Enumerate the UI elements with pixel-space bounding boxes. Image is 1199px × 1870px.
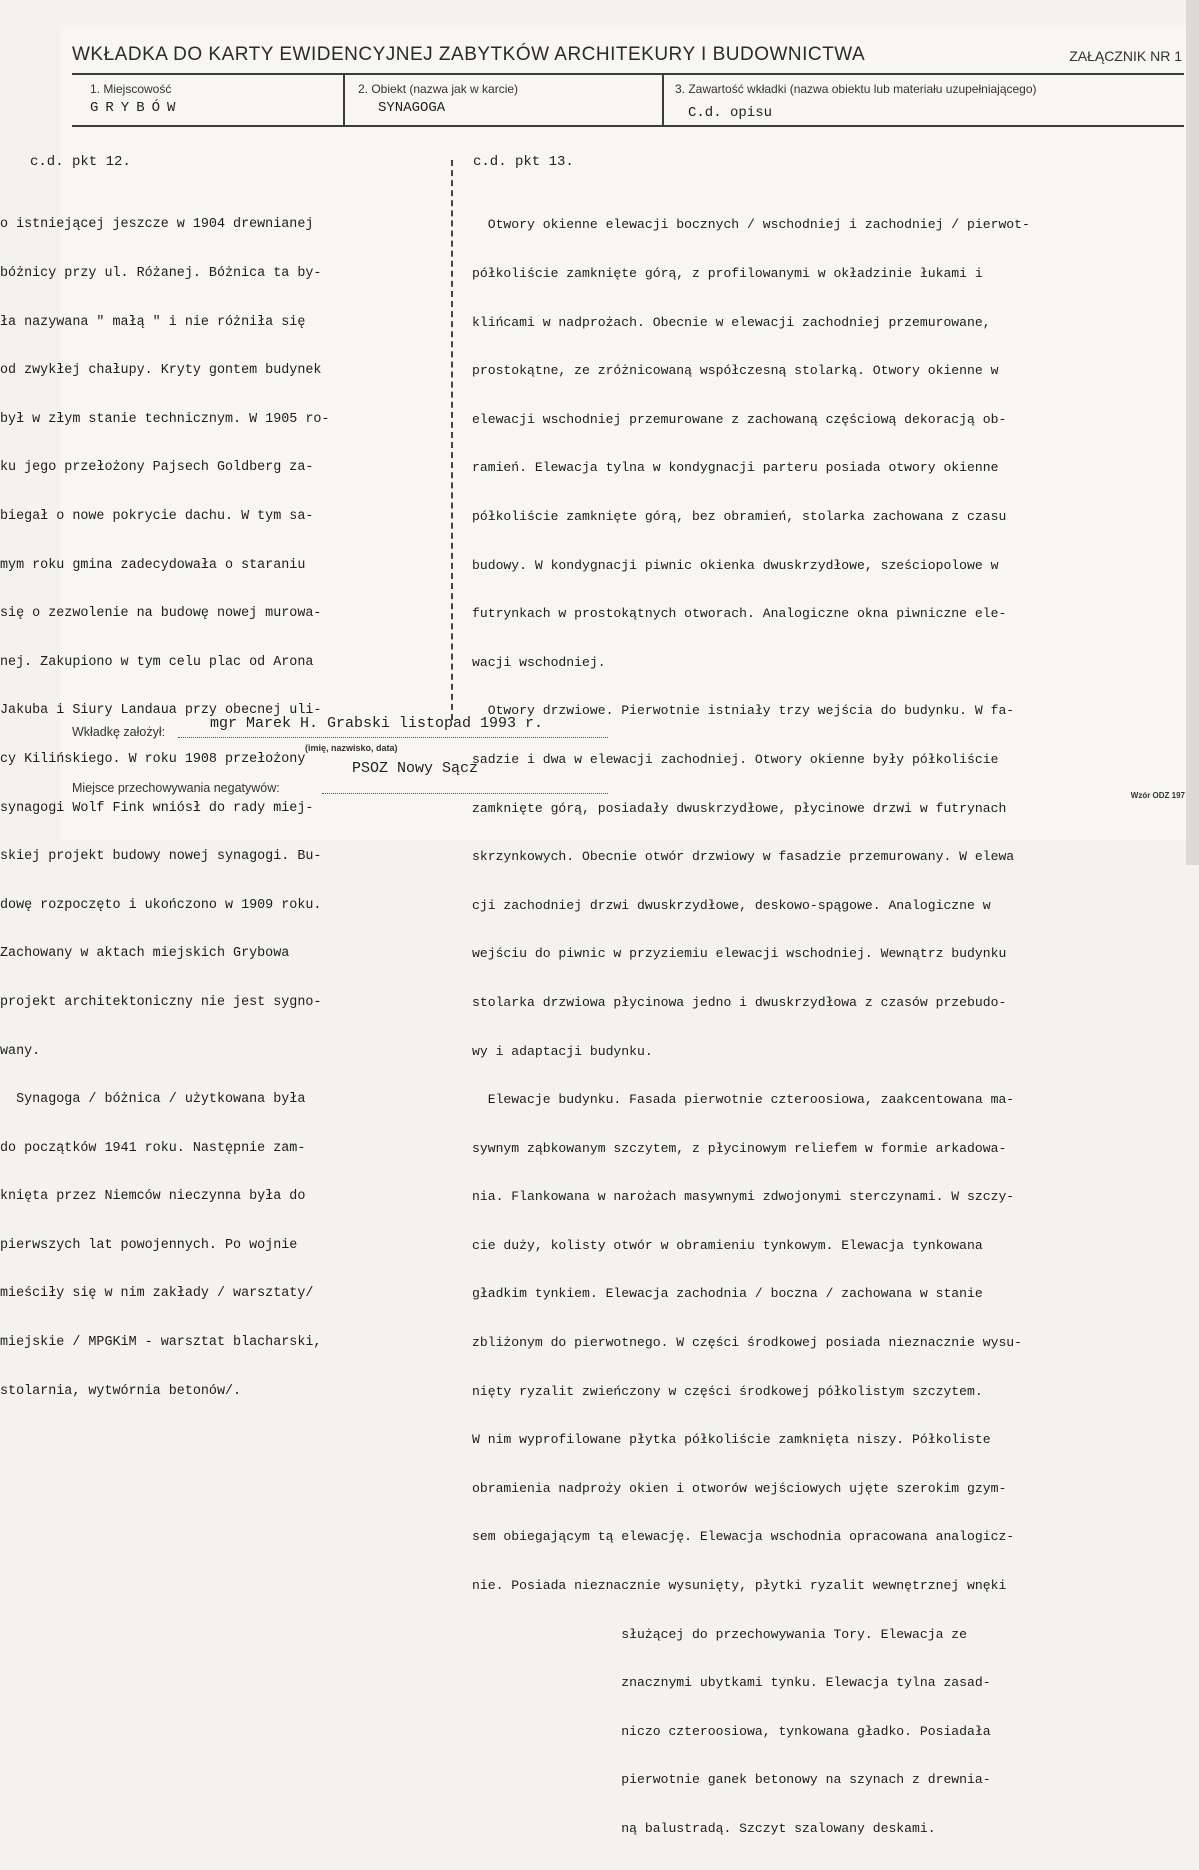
text-line: ną balustradą. Szczyt szalowany deskami. (472, 1821, 936, 1836)
text-line: dowę rozpoczęto i ukończono w 1909 roku. (0, 897, 322, 913)
scan-edge (1186, 0, 1199, 865)
text-line: półkoliście zamknięte górą, bez obramień, stolarka zachowana z czasu (472, 508, 1007, 524)
text-line: Synagoga / bóżnica / użytkowana była (0, 1092, 306, 1108)
text-line: gładkim tynkiem. Elewacja zachodnia / boczna / zachowana w stanie (472, 1286, 983, 1302)
text-line: futrynkach w prostokątnych otworach. Analogiczne okna piwniczne ele- (472, 606, 1007, 622)
text-line: zbliżonym do pierwotnego. W części środkowej posiada nieznacznie wysu- (472, 1335, 1023, 1351)
author-dotted-line (178, 737, 608, 738)
header-top-rule (72, 73, 1184, 75)
title-bar (72, 35, 1182, 70)
author-label: Wkładkę założył: (72, 725, 166, 739)
text-line: nia. Flankowana w narożach masywnymi zdwojonymi sterczynami. W szczy- (472, 1189, 1015, 1205)
text-line: knięta przez Niemców nieczynna była do (0, 1189, 306, 1205)
text-line: sadzie i dwa w elewacji zachodniej. Otwory okienne były półkoliście (472, 751, 999, 767)
right-column-heading: c.d. pkt 13. (473, 154, 574, 170)
text-line: Elewacje budynku. Fasada pierwotnie czteroosiowa, zaakcentowana ma- (472, 1092, 1015, 1108)
text-line: synagogi Wolf Fink wniósł do rady miej- (0, 800, 314, 816)
field-value-object: SYNAGOGA (378, 100, 446, 116)
text-line: klińcami w nadprożach. Obecnie w elewacji zachodniej przemurowane, (472, 314, 991, 330)
field-value-contents: C.d. opisu (688, 105, 773, 121)
text-line: nięty ryzalit zwieńczony w części środkowej półkolistym szczytem. (472, 1383, 983, 1399)
text-line: skrzynkowych. Obecnie otwór drzwiowy w fasadzie przemurowany. W elewa (472, 849, 1015, 865)
text-line: elewacji wschodniej przemurowane z zachowaną częściową dekoracją ob- (472, 411, 1007, 427)
text-line: o istniejącej jeszcze w 1904 drewnianej (0, 217, 314, 233)
author-hint: (imię, nazwisko, data) (305, 743, 398, 753)
text-line: niczo czteroosiowa, tynkowana gładko. Posiadała (472, 1723, 991, 1739)
text-line: ku jego przełożony Pajsech Goldberg za- (0, 460, 314, 476)
text-line: skiej projekt budowy nowej synagogi. Bu- (0, 849, 322, 865)
text-line: półkoliście zamknięte górą, z profilowanymi w okładzinie łukami i (472, 266, 983, 281)
storage-value: PSOZ Nowy Sącz (352, 760, 479, 777)
right-column-text (472, 185, 1030, 1870)
text-line: nie. Posiada nieznacznie wysunięty, płytki ryzalit wewnętrznej wnęki (472, 1578, 1007, 1594)
column-separator (451, 160, 453, 720)
text-line: cie duży, kolisty otwór w obramieniu tynkowym. Elewacja tynkowana (472, 1237, 983, 1253)
text-line: biegał o nowe pokrycie dachu. W tym sa- (0, 508, 314, 524)
storage-label: Miejsce przechowywania negatywów: (72, 781, 280, 795)
text-line: budowy. W kondygnacji piwnic okienka dwuskrzydłowe, sześciopolowe w (472, 557, 999, 573)
text-line: od zwykłej chałupy. Kryty gontem budynek (0, 363, 322, 379)
text-line: prostokątne, ze zróżnicowaną współczesną stolarką. Otwory okienne w (472, 363, 999, 379)
text-line: sem obiegającym tą elewację. Elewacja wschodnia opracowana analogicz- (472, 1529, 1015, 1545)
text-line: był w złym stanie technicznym. W 1905 ro- (0, 411, 330, 427)
text-line: miejskie / MPGKiM - warsztat blacharski, (0, 1335, 322, 1351)
text-line: służącej do przechowywania Tory. Elewacja ze (472, 1626, 968, 1642)
document-title: WKŁADKA DO KARTY EWIDENCYJNEJ ZABYTKÓW ARCHITEKURY I BUDOWNICTWA (72, 44, 866, 65)
text-line: mieściły się w nim zakłady / warsztaty/ (0, 1286, 314, 1302)
text-line: Jakuba i Siury Landaua przy obecnej uli- (0, 703, 322, 719)
text-line: sywnym ząbkowanym szczytem, z płycinowym reliefem w formie arkadowa- (472, 1140, 1007, 1156)
text-line: bóżnicy przy ul. Różanej. Bóżnica ta by- (0, 266, 322, 281)
header-divider-2 (662, 73, 664, 126)
text-line: nej. Zakupiono w tym celu plac od Arona (0, 654, 314, 670)
left-column-heading: c.d. pkt 12. (30, 154, 131, 170)
text-line: znacznymi ubytkami tynku. Elewacja tylna zasad- (472, 1675, 991, 1691)
author-value: mgr Marek H. Grabski listopad 1993 r. (210, 715, 544, 732)
text-line: wejściu do piwnic w przyziemiu elewacji wschodniej. Wewnątrz budynku (472, 946, 1007, 962)
field-label-object: 2. Obiekt (nazwa jak w karcie) (358, 82, 519, 96)
text-line: pierwotnie ganek betonowy na szynach z drewnia- (472, 1772, 991, 1788)
text-line: W nim wyprofilowane płytka półkoliście zamknięta niszy. Półkoliste (472, 1432, 991, 1448)
text-line: ramień. Elewacja tylna w kondygnacji parteru posiada otwory okienne (472, 460, 999, 476)
text-line: ła nazywana " małą " i nie różniła się (0, 314, 306, 330)
text-line: stolarka drzwiowa płycinowa jedno i dwuskrzydłowa z czasów przebudo- (472, 994, 1007, 1010)
header-bottom-rule (72, 125, 1184, 127)
text-line: mym roku gmina zadecydowała o staraniu (0, 557, 306, 573)
attachment-number: ZAŁĄCZNIK NR 1 (1069, 48, 1182, 64)
text-line: cji zachodniej drzwi dwuskrzydłowe, deskowo-spągowe. Analogiczne w (472, 897, 991, 913)
field-value-locality: GRYBÓW (90, 100, 183, 116)
text-line: zamknięte górą, posiadały dwuskrzydłowe, płycinowe drzwi w futrynach (472, 800, 1007, 816)
text-line: cy Kilińskiego. W roku 1908 przełożony (0, 751, 306, 767)
text-line: się o zezwolenie na budowę nowej murowa- (0, 606, 322, 622)
header-divider-1 (343, 73, 345, 126)
text-line: Otwory drzwiowe. Pierwotnie istniały trzy wejścia do budynku. W fa- (472, 703, 1015, 719)
text-line: obramienia nadproży okien i otworów wejściowych ujęte szerokim gzym- (472, 1480, 1007, 1496)
text-line: Zachowany w aktach miejskich Grybowa (0, 946, 290, 962)
text-line: pierwszych lat powojennych. Po wojnie (0, 1237, 298, 1253)
text-line: Otwory okienne elewacji bocznych / wschodniej i zachodniej / pierwot- (472, 217, 1030, 233)
form-code: Wzór ODZ 197 (1130, 791, 1185, 800)
text-line: stolarnia, wytwórnia betonów/. (0, 1383, 242, 1399)
text-line: do początków 1941 roku. Następnie zam- (0, 1140, 306, 1156)
text-line: projekt architektoniczny nie jest sygno- (0, 994, 322, 1010)
document-sheet (0, 25, 1190, 1836)
field-label-contents: 3. Zawartość wkładki (nazwa obiektu lub materiału uzupełniającego) (675, 82, 1037, 96)
text-line: wany. (0, 1043, 41, 1059)
storage-dotted-line (322, 793, 608, 794)
text-line: wacji wschodniej. (472, 654, 606, 670)
left-column-text (0, 185, 329, 1432)
text-line: wy i adaptacji budynku. (472, 1043, 653, 1059)
field-label-locality: 1. Miejscowość (90, 82, 172, 96)
